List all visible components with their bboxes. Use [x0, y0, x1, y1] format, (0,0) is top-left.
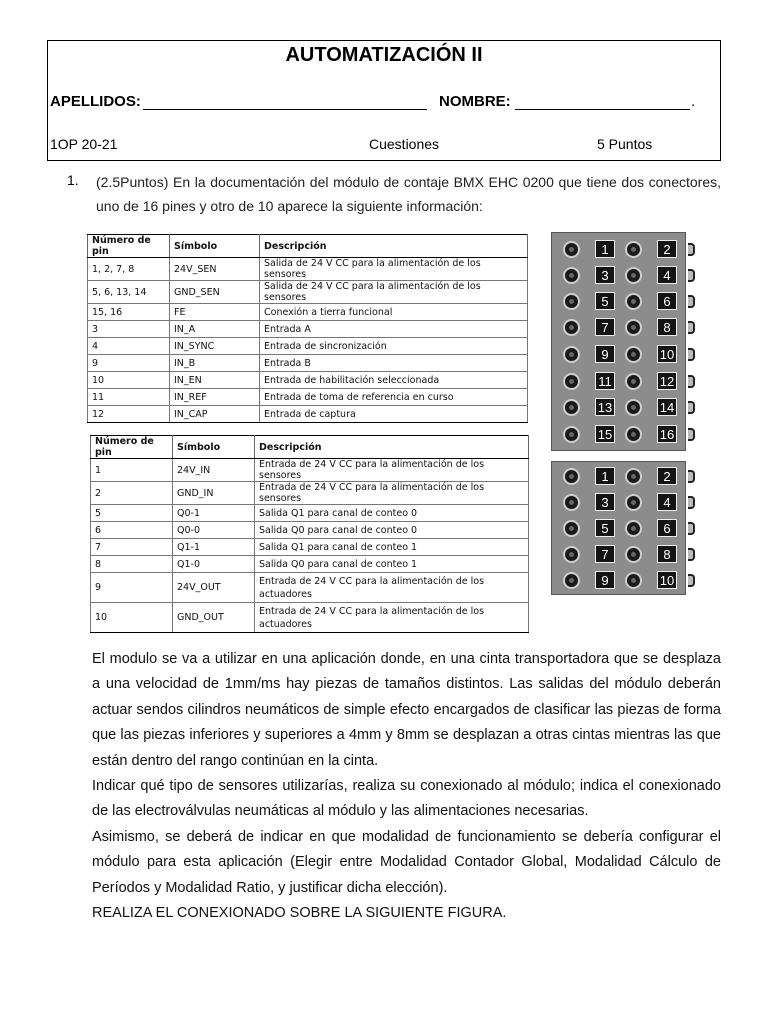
question-text: (2.5Puntos) En la documentación del módulo de contaje BMX EHC 0200 que tiene dos conectores, uno de 16 pines y otro de 10 aparece la siguiente información: — [96, 174, 721, 214]
pin-hole-icon — [625, 572, 642, 589]
table-header: Número de pin — [88, 235, 170, 258]
pin-number: 5 — [595, 519, 615, 537]
connector-row — [552, 568, 685, 594]
pin-hole-icon — [625, 241, 642, 258]
apellidos-label: APELLIDOS: — [50, 93, 141, 110]
pin-hole-icon — [625, 373, 642, 390]
connector-row — [552, 315, 685, 341]
pin-number: 12 — [657, 372, 677, 390]
table-cell: Entrada A — [260, 321, 528, 338]
table-cell: Conexión a tierra funcional — [260, 304, 528, 321]
table-cell: 9 — [88, 355, 170, 372]
connector-row — [552, 263, 685, 289]
table-cell: Entrada de toma de referencia en curso — [260, 389, 528, 406]
pin-hole-icon — [563, 319, 580, 336]
clip-icon — [688, 548, 695, 561]
table-cell: Salida Q0 para canal de conteo 0 — [255, 522, 529, 539]
pin-number: 3 — [595, 493, 615, 511]
section-label: Cuestiones — [369, 136, 440, 152]
clip-icon — [688, 428, 695, 441]
table-cell: Salida Q0 para canal de conteo 1 — [255, 556, 529, 573]
table-cell: 5 — [91, 505, 173, 522]
pin-number: 4 — [657, 266, 677, 284]
pin-hole-icon — [563, 494, 580, 511]
pin-hole-icon — [625, 399, 642, 416]
pin-hole-icon — [563, 468, 580, 485]
table-row — [88, 406, 528, 423]
table-cell: 24V_IN — [173, 459, 255, 482]
body-paragraph: El modulo se va a utilizar en una aplicación donde, en una cinta transportadora que se desplaza a una velocidad de 1mm/ms hay piezas de tamaños distintos. Las salidas del módulo deberán actuar sendos cilindros neumáticos de simple efecto encargados de clasificar las piezas de forma que las piezas inferiores y superiores a 4mm y 8mm se desplazan a otras cintas mientras las que están dentro del rango continúan en la cinta. — [92, 651, 721, 769]
table-row — [91, 573, 529, 603]
apellidos-field[interactable] — [143, 109, 427, 110]
pin-hole-icon — [563, 520, 580, 537]
pin-number: 9 — [595, 345, 615, 363]
table-row — [88, 355, 528, 372]
clip-icon — [688, 321, 695, 334]
table-cell: Q0-0 — [173, 522, 255, 539]
table-cell: 5, 6, 13, 14 — [88, 281, 170, 304]
pin-number: 11 — [595, 372, 615, 390]
table-cell: GND_IN — [173, 482, 255, 505]
pin-hole-icon — [563, 267, 580, 284]
pin-number: 4 — [657, 493, 677, 511]
table-cell: Salida de 24 V CC para la alimentación de los sensores — [260, 281, 528, 304]
table-cell: Salida Q1 para canal de conteo 1 — [255, 539, 529, 556]
pin-number: 3 — [595, 266, 615, 284]
table-cell: 3 — [88, 321, 170, 338]
table-cell: FE — [170, 304, 260, 321]
table-cell: IN_SYNC — [170, 338, 260, 355]
exam-header — [47, 40, 721, 161]
table-header: Símbolo — [170, 235, 260, 258]
pin-hole-icon — [563, 293, 580, 310]
table-cell: IN_B — [170, 355, 260, 372]
table-cell: 4 — [88, 338, 170, 355]
pin-hole-icon — [625, 319, 642, 336]
table-cell: Entrada de habilitación seleccionada — [260, 372, 528, 389]
pin-number: 2 — [657, 240, 677, 258]
pin-number: 6 — [657, 292, 677, 310]
clip-icon — [688, 496, 695, 509]
clip-icon — [688, 574, 695, 587]
table-cell: 11 — [88, 389, 170, 406]
table-row — [91, 522, 529, 539]
pin-number: 10 — [657, 345, 677, 363]
table-cell: 1 — [91, 459, 173, 482]
connector-16-pin — [551, 232, 686, 451]
table-row — [88, 304, 528, 321]
table-header: Descripción — [255, 436, 529, 459]
table-cell: Entrada de 24 V CC para la alimentación de los actuadores — [255, 603, 529, 633]
nombre-field[interactable] — [515, 109, 690, 110]
table-cell: 1, 2, 7, 8 — [88, 258, 170, 281]
pin-hole-icon — [563, 399, 580, 416]
pin-hole-icon — [625, 468, 642, 485]
table-row — [91, 539, 529, 556]
table-header: Número de pin — [91, 436, 173, 459]
clip-icon — [688, 375, 695, 388]
table-cell: 24V_OUT — [173, 573, 255, 603]
table-cell: Salida de 24 V CC para la alimentación de los sensores — [260, 258, 528, 281]
exam-title: AUTOMATIZACIÓN II — [285, 44, 483, 66]
table-cell: 6 — [91, 522, 173, 539]
pin-number: 7 — [595, 545, 615, 563]
pin-number: 6 — [657, 519, 677, 537]
table-cell: GND_SEN — [170, 281, 260, 304]
table-cell: IN_A — [170, 321, 260, 338]
pin-hole-icon — [563, 241, 580, 258]
body-paragraph: Indicar qué tipo de sensores utilizarías, realiza su conexionado al módulo; indica el conexionado de las electroválvulas neumáticas al módulo y las alimentaciones necesarias. — [92, 778, 721, 820]
connector-row — [552, 369, 685, 395]
pin-number: 1 — [595, 240, 615, 258]
course-code: 1OP 20-21 — [50, 136, 118, 152]
pin-number: 15 — [595, 425, 615, 443]
pin-table-16 — [87, 234, 528, 423]
pin-number: 2 — [657, 467, 677, 485]
pin-number: 7 — [595, 318, 615, 336]
connector-row — [552, 422, 685, 448]
table-cell: 8 — [91, 556, 173, 573]
connector-row — [552, 542, 685, 568]
clip-icon — [688, 348, 695, 361]
table-cell: Entrada de 24 V CC para la alimentación de los sensores — [255, 459, 529, 482]
clip-icon — [688, 243, 695, 256]
table-row — [91, 482, 529, 505]
connector-row — [552, 395, 685, 421]
table-cell: 9 — [91, 573, 173, 603]
pin-hole-icon — [625, 546, 642, 563]
table-row — [88, 258, 528, 281]
table-cell: 15, 16 — [88, 304, 170, 321]
pin-hole-icon — [625, 520, 642, 537]
question-body — [92, 647, 721, 926]
pin-hole-icon — [625, 346, 642, 363]
connector-row — [552, 464, 685, 490]
connector-row — [552, 490, 685, 516]
clip-icon — [688, 470, 695, 483]
table-cell: IN_CAP — [170, 406, 260, 423]
table-row — [91, 505, 529, 522]
pin-number: 1 — [595, 467, 615, 485]
table-row — [88, 389, 528, 406]
pin-hole-icon — [563, 546, 580, 563]
pin-number: 13 — [595, 398, 615, 416]
table-cell: Entrada de 24 V CC para la alimentación de los sensores — [255, 482, 529, 505]
table-cell: Entrada B — [260, 355, 528, 372]
table-cell: 12 — [88, 406, 170, 423]
table-cell: Q1-0 — [173, 556, 255, 573]
table-cell: Q0-1 — [173, 505, 255, 522]
pin-number: 14 — [657, 398, 677, 416]
pin-number: 9 — [595, 571, 615, 589]
table-cell: Entrada de captura — [260, 406, 528, 423]
table-header: Símbolo — [173, 436, 255, 459]
table-row — [91, 603, 529, 633]
table-cell: Entrada de sincronización — [260, 338, 528, 355]
table-cell: 24V_SEN — [170, 258, 260, 281]
connector-row — [552, 342, 685, 368]
nombre-end: . — [691, 93, 696, 110]
clip-icon — [688, 269, 695, 282]
connector-row — [552, 516, 685, 542]
clip-icon — [688, 401, 695, 414]
table-row — [88, 338, 528, 355]
table-cell: Salida Q1 para canal de conteo 0 — [255, 505, 529, 522]
table-row — [91, 459, 529, 482]
pin-hole-icon — [563, 426, 580, 443]
pin-number: 8 — [657, 545, 677, 563]
table-cell: Entrada de 24 V CC para la alimentación de los actuadores — [255, 573, 529, 603]
table-cell: GND_OUT — [173, 603, 255, 633]
body-paragraph: REALIZA EL CONEXIONADO SOBRE LA SIGUIENTE FIGURA. — [92, 905, 507, 922]
clip-icon — [688, 522, 695, 535]
pin-number: 16 — [657, 425, 677, 443]
pin-number: 5 — [595, 292, 615, 310]
table-row — [88, 321, 528, 338]
table-row — [91, 556, 529, 573]
pin-number: 10 — [657, 571, 677, 589]
table-cell: IN_EN — [170, 372, 260, 389]
pin-hole-icon — [563, 346, 580, 363]
pin-table-10 — [90, 435, 529, 633]
nombre-label: NOMBRE: — [439, 93, 511, 110]
connector-row — [552, 237, 685, 263]
table-cell: Q1-1 — [173, 539, 255, 556]
pin-hole-icon — [625, 426, 642, 443]
table-cell: 2 — [91, 482, 173, 505]
table-cell: 7 — [91, 539, 173, 556]
table-row — [88, 281, 528, 304]
body-paragraph: Asimismo, se deberá de indicar en que modalidad de funcionamiento se debería configurar el módulo para esta aplicación (Elegir entre Modalidad Contador Global, Modalidad Cálculo de Períodos y Modalidad Ratio, y justificar dicha elección). — [92, 828, 721, 896]
pin-hole-icon — [563, 373, 580, 390]
table-cell: 10 — [91, 603, 173, 633]
connector-row — [552, 289, 685, 315]
pin-hole-icon — [625, 494, 642, 511]
connector-10-pin — [551, 461, 686, 595]
table-header: Descripción — [260, 235, 528, 258]
pin-hole-icon — [625, 267, 642, 284]
question-number: 1. — [67, 172, 79, 188]
points-label: 5 Puntos — [597, 136, 653, 152]
pin-hole-icon — [563, 572, 580, 589]
pin-number: 8 — [657, 318, 677, 336]
clip-icon — [688, 295, 695, 308]
table-cell: IN_REF — [170, 389, 260, 406]
table-cell: 10 — [88, 372, 170, 389]
table-row — [88, 372, 528, 389]
pin-hole-icon — [625, 293, 642, 310]
